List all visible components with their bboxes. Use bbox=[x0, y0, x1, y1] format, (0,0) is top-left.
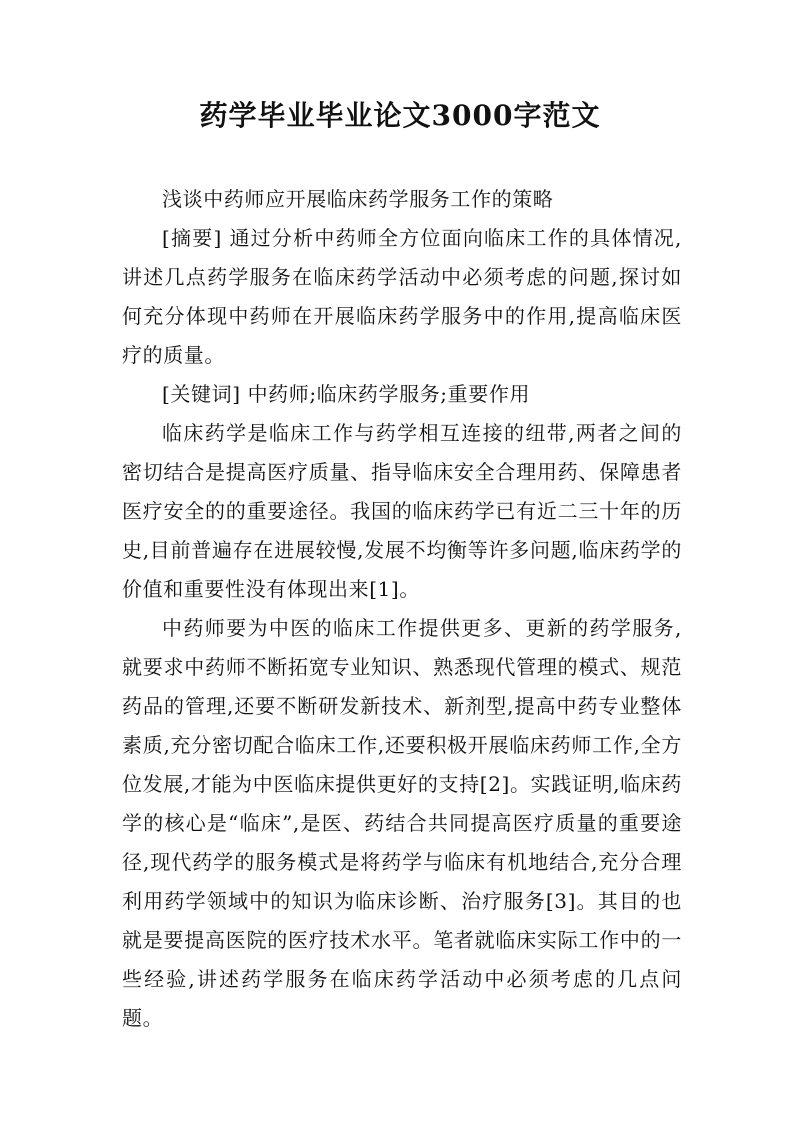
article-subtitle: 浅谈中药师应开展临床药学服务工作的策略 bbox=[162, 187, 554, 211]
body-paragraph-2: 中药师要为中医的临床工作提供更多、更新的药学服务,就要求中药师不断拓宽专业知识、熟悉现代管理的模式、规范药品的管理,还要不断研发新技术、新剂型,提高中药专业整体素质,充分密切配合临床工作,还要积极开展临床药师工作,全方位发展,才能为中医临床提供更好的支持[2]。实践证明,临床药学的核心是“临床”,是医、药结合共同提高医疗质量的重要途径,现代药学的服务模式是将药学与临床有机地结合,充分合理利用药学领域中的知识为临床诊断、治疗服务[3]。其目的也就是要提高医院的医疗技术水平。笔者就临床实际工作中的一些经验,讲述药学服务在临床药学活动中必须考虑的几点问题。 bbox=[122, 616, 682, 1030]
body-paragraph-1: 临床药学是临床工作与药学相互连接的纽带,两者之间的密切结合是提高医疗质量、指导临床安全合理用药、保障患者医疗安全的的重要途径。我国的临床药学已有近二三十年的历史,目前普遍存在进展较慢,发展不均衡等许多问题,临床药学的价值和重要性没有体现出来[1]。 bbox=[122, 421, 682, 601]
document-title: 药学毕业毕业论文3000字范文 bbox=[199, 99, 601, 132]
document-body bbox=[122, 180, 682, 1038]
abstract-paragraph: [摘要] 通过分析中药师全方位面向临床工作的具体情况,讲述几点药学服务在临床药学活动中必须考虑的问题,探讨如何充分体现中药师在开展临床药学服务中的作用,提高临床医疗的质量。 bbox=[122, 226, 682, 367]
keywords-paragraph: [关键词] 中药师;临床药学服务;重要作用 bbox=[162, 382, 531, 406]
